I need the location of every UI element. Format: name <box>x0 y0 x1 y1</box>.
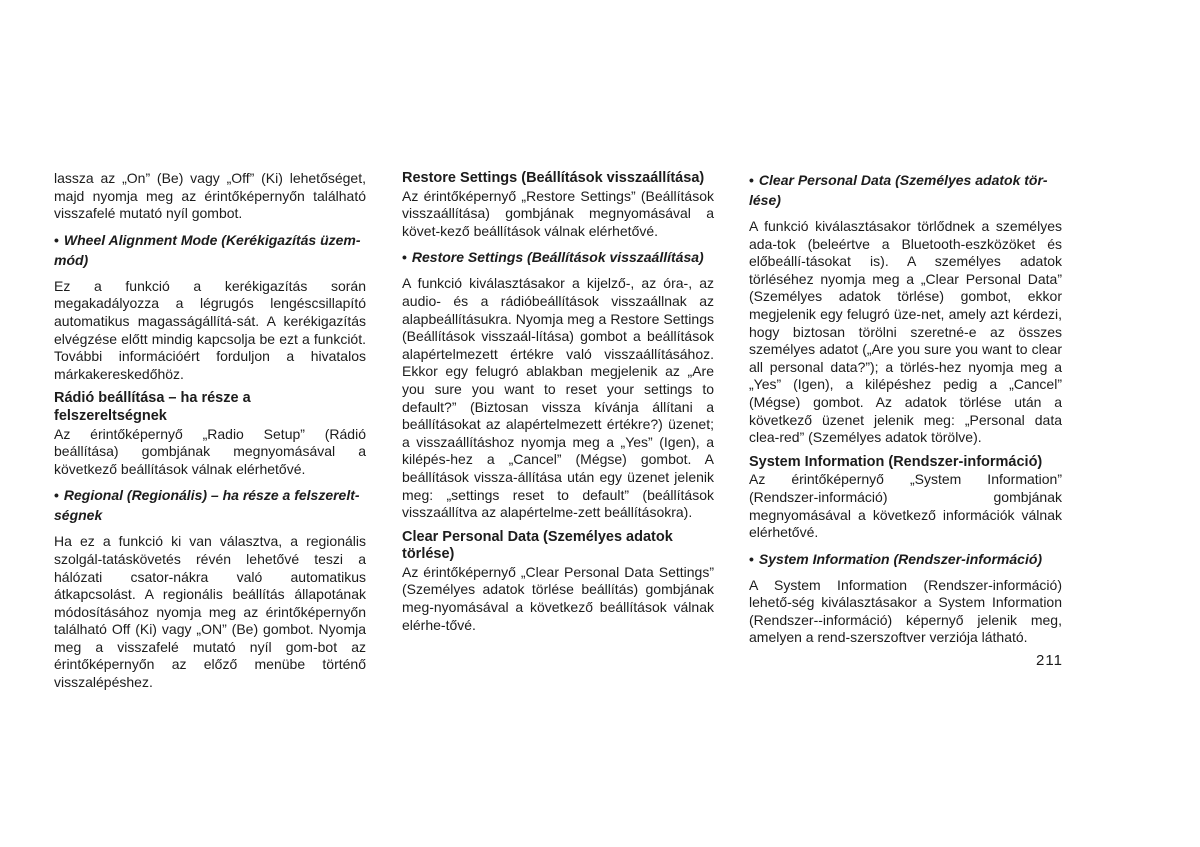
bullet-heading-text: Clear Personal Data (Személyes adatok tör-lése) <box>749 172 1048 208</box>
bullet-dot: • <box>749 550 754 567</box>
paragraph: Ez a funkció a kerékigazítás során megakadályozza a légrugós lengéscsillapító automatikus magasságállítá-sát. A kerékigazítás elvégzése előtt mindig kapcsolja be ezt a funkciót. További információért forduljon a hivatalos márkakereskedőhöz. <box>54 277 366 382</box>
paragraph: Az érintőképernyő „System Information” (Rendszer-információ) gombjának megnyomásával a következő információk válnak elérhetővé. <box>749 471 1062 541</box>
section-heading: Restore Settings (Beállítások visszaállítása) <box>402 170 705 186</box>
paragraph: lassza az „On” (Be) vagy „Off” (Ki) lehetőséget, majd nyomja meg az érintőképernyőn található visszafelé mutató nyíl gombot. <box>54 170 366 222</box>
bullet-dot: • <box>749 172 754 188</box>
bullet-heading <box>749 549 1062 569</box>
paragraph: Az érintőképernyő „Radio Setup” (Rádió beállítása) gombjának megnyomásával a következő beállítások válnak elérhetővé. <box>54 425 366 477</box>
bullet-heading <box>402 247 714 267</box>
paragraph: Ha ez a funkció ki van választva, a regionális szolgál-tatáskövetés révén lehetővé teszi a hálózati csator-nákra való automatikus átkapcsolást. A regionális beállítás állapotának módosításához nyomja meg az érintőképernyőn található Off (Ki) vagy „ON” (Be) gombot. Nyomja meg a visszafelé mutató nyíl gom-bot az érintőképernyőn az előző menübe történő visszalépéshez. <box>54 533 366 691</box>
bullet-heading-text: System Information (Rendszer-információ) <box>758 550 1043 567</box>
bullet-dot: • <box>54 231 59 248</box>
bullet-heading-text: Regional (Regionális) – ha része a felszerelt-ségnek <box>54 487 360 524</box>
bullet-dot: • <box>402 249 407 266</box>
bullet-heading-text: Restore Settings (Beállítások visszaállítása) <box>411 249 704 266</box>
paragraph: A funkció kiválasztásakor törlődnek a személyes ada-tok (beleértve a Bluetooth-eszközöket és előbeállí-tásokat is). A személyes adatok törléséhez nyomja meg a „Clear Personal Data” (Személyes adatok törlése) gombot, ekkor megjelenik egy felugró üze-net, amely azt kérdezi, hogy biztosan törölni szeretné-e az összes személyes adatot („Are you sure you want to clear all personal data?”); a törlés-hez nyomja meg a „Yes” (Igen), a kilépéshez pedig a „Cancel” (Mégse) gombot. Az adatok törlése után a következő üzenet jelenik meg: „Personal data clea-red” (Személyes adatok törölve). <box>749 218 1062 446</box>
bullet-heading <box>749 170 1062 210</box>
section-heading: Clear Personal Data (Személyes adatok törlése) <box>402 528 673 563</box>
bullet-heading <box>54 230 366 270</box>
paragraph: Az érintőképernyő „Restore Settings” (Beállítások visszaállítása) gombjának megnyomásával a követ-kező beállítások válnak elérhetővé. <box>402 187 714 239</box>
column-right <box>749 170 1062 654</box>
bullet-heading-text: Wheel Alignment Mode (Kerékigazítás üzem-mód) <box>54 231 361 268</box>
column-left <box>54 170 366 699</box>
paragraph: Az érintőképernyő „Clear Personal Data Settings” (Személyes adatok törlése beállítás) gombjának meg-nyomásával a következő beállítások válnak elérhe-tővé. <box>402 563 714 633</box>
paragraph: A funkció kiválasztásakor a kijelző-, az óra-, az audio- és a rádióbeállítások visszaállnak az alapbeállításukra. Nyomja meg a Restore Settings (Beállítások visszaál-lítása) gombot a beállítások alapértelmezett értékre való visszaállításához. Ekkor egy felugró ablakban megjelenik az „Are you sure you want to reset your settings to default?” (Biztosan vissza kívánja állítani a beállításokat az alapértelmezett értékre?) üzenet; a visszaállításhoz nyomja meg a „Yes” (Igen), a kilépés-hez a „Cancel” (Mégse) gombot. A beállítások vissza-állítása után egy üzenet jelenik meg: „settings reset to default” (beállítások visszaállítva az alapértelme-zett beállításokra). <box>402 275 714 521</box>
bullet-dot: • <box>54 487 59 504</box>
paragraph: A System Information (Rendszer-információ) lehető-ség kiválasztásakor a System Information (Rendszer--információ) képernyő jelenik meg, amelyen a rend-szerszoftver verziója látható. <box>749 576 1062 646</box>
bullet-heading <box>54 485 366 525</box>
section-heading: Rádió beállítása – ha része a felszereltségnek <box>54 390 251 424</box>
page-number: 211 <box>1036 652 1063 669</box>
section-heading: System Information (Rendszer-információ) <box>749 453 1043 470</box>
column-middle <box>402 170 714 641</box>
